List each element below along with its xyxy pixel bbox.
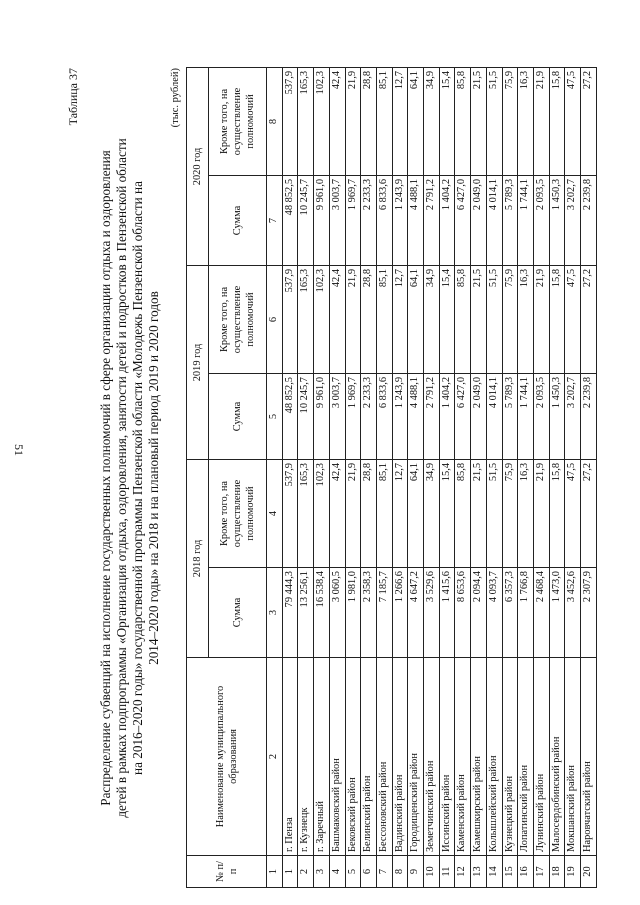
municipality-name: Колышлейский район xyxy=(486,658,502,856)
sum-2019: 10 245,7 xyxy=(298,373,314,459)
municipality-name: г. Заречный xyxy=(314,658,330,856)
except-2019: 102,3 xyxy=(314,265,330,373)
sum-2020: 3 003,7 xyxy=(329,175,345,265)
table-row xyxy=(282,67,298,887)
except-2020: 47,5 xyxy=(565,67,581,175)
except-2020: 64,1 xyxy=(408,67,424,175)
municipality-name: г. Кузнецк xyxy=(298,658,314,856)
except-2018: 75,9 xyxy=(502,459,518,567)
sum-2018: 3 529,6 xyxy=(424,568,440,658)
sum-2020: 3 202,7 xyxy=(565,175,581,265)
row-number: 19 xyxy=(565,856,581,888)
except-2019: 51,5 xyxy=(486,265,502,373)
except-2018: 15,8 xyxy=(549,459,565,567)
sum-2020: 1 450,3 xyxy=(549,175,565,265)
sum-2018: 16 538,4 xyxy=(314,568,330,658)
municipality-name: Бековский район xyxy=(345,658,361,856)
sum-2020: 1 744,1 xyxy=(518,175,534,265)
column-number: 5 xyxy=(267,373,283,459)
row-number: 12 xyxy=(455,856,471,888)
except-2019: 42,4 xyxy=(329,265,345,373)
except-2020: 21,9 xyxy=(345,67,361,175)
row-number: 3 xyxy=(314,856,330,888)
sum-2020: 5 789,3 xyxy=(502,175,518,265)
table-row xyxy=(565,67,581,887)
table-row xyxy=(408,67,424,887)
except-2019: 15,4 xyxy=(439,265,455,373)
row-number: 20 xyxy=(581,856,597,888)
column-number: 6 xyxy=(267,265,283,373)
sum-2019: 3 003,7 xyxy=(329,373,345,459)
row-number: 10 xyxy=(424,856,440,888)
column-number: 7 xyxy=(267,175,283,265)
row-number: 14 xyxy=(486,856,502,888)
title-line: детей в рамках подпрограммы «Организация отдыха, оздоровления, занятости детей и подростков в Пензенской области xyxy=(114,138,129,818)
except-2018: 21,9 xyxy=(345,459,361,567)
column-number: 3 xyxy=(267,568,283,658)
sum-2018: 4 093,7 xyxy=(486,568,502,658)
sum-2018: 3 452,6 xyxy=(565,568,581,658)
sum-2020: 9 961,0 xyxy=(314,175,330,265)
sum-2019: 1 969,7 xyxy=(345,373,361,459)
sum-2018: 1 766,8 xyxy=(518,568,534,658)
row-number: 17 xyxy=(533,856,549,888)
header-name: Наименование муниципального образования xyxy=(187,658,267,856)
except-2018: 28,8 xyxy=(361,459,377,567)
except-2018: 42,4 xyxy=(329,459,345,567)
row-number: 8 xyxy=(392,856,408,888)
sum-2020: 6 427,0 xyxy=(455,175,471,265)
except-2018: 21,5 xyxy=(471,459,487,567)
except-2019: 21,5 xyxy=(471,265,487,373)
row-number: 9 xyxy=(408,856,424,888)
row-number: 11 xyxy=(439,856,455,888)
sum-2019: 1 404,2 xyxy=(439,373,455,459)
sum-2018: 7 185,7 xyxy=(376,568,392,658)
sum-2020: 1 969,7 xyxy=(345,175,361,265)
sum-2018: 1 266,6 xyxy=(392,568,408,658)
municipality-name: Наровчатский район xyxy=(581,658,597,856)
except-2018: 15,4 xyxy=(439,459,455,567)
title-line: 2014–2020 годы» на 2018 и на плановый период 2019 и 2020 годов xyxy=(146,291,161,665)
except-2020: 51,5 xyxy=(486,67,502,175)
subventions-table xyxy=(186,67,597,888)
except-2020: 28,8 xyxy=(361,67,377,175)
row-number: 18 xyxy=(549,856,565,888)
column-numbers-row xyxy=(267,67,283,887)
municipality-name: Каменский район xyxy=(455,658,471,856)
table-row xyxy=(314,67,330,887)
sum-2020: 2 791,2 xyxy=(424,175,440,265)
sum-2018: 6 357,3 xyxy=(502,568,518,658)
except-2020: 85,1 xyxy=(376,67,392,175)
except-2019: 75,9 xyxy=(502,265,518,373)
except-2018: 27,2 xyxy=(581,459,597,567)
except-2019: 21,9 xyxy=(345,265,361,373)
except-2020: 42,4 xyxy=(329,67,345,175)
except-2018: 16,3 xyxy=(518,459,534,567)
sum-2020: 6 833,6 xyxy=(376,175,392,265)
sum-2019: 3 202,7 xyxy=(565,373,581,459)
municipality-name: Бессоновский район xyxy=(376,658,392,856)
header-sum: Сумма xyxy=(209,568,267,658)
sum-2020: 10 245,7 xyxy=(298,175,314,265)
row-number: 4 xyxy=(329,856,345,888)
sum-2018: 2 094,4 xyxy=(471,568,487,658)
except-2019: 28,8 xyxy=(361,265,377,373)
sum-2020: 48 852,5 xyxy=(282,175,298,265)
sum-2018: 2 358,3 xyxy=(361,568,377,658)
municipality-name: Белинский район xyxy=(361,658,377,856)
except-2019: 64,1 xyxy=(408,265,424,373)
document-title xyxy=(98,68,162,888)
except-2019: 85,1 xyxy=(376,265,392,373)
table-row xyxy=(533,67,549,887)
municipality-name: г. Пенза xyxy=(282,658,298,856)
except-2020: 165,3 xyxy=(298,67,314,175)
except-2019: 16,3 xyxy=(518,265,534,373)
table-row xyxy=(392,67,408,887)
sum-2018: 1 981,0 xyxy=(345,568,361,658)
row-number: 1 xyxy=(282,856,298,888)
except-2018: 47,5 xyxy=(565,459,581,567)
header-year-2020: 2020 год xyxy=(187,67,209,265)
sum-2019: 48 852,5 xyxy=(282,373,298,459)
sum-2020: 2 049,0 xyxy=(471,175,487,265)
sum-2019: 2 093,5 xyxy=(533,373,549,459)
except-2019: 165,3 xyxy=(298,265,314,373)
sum-2019: 4 488,1 xyxy=(408,373,424,459)
rotated-landscape-content xyxy=(66,68,625,888)
sum-2018: 3 060,5 xyxy=(329,568,345,658)
table-row xyxy=(424,67,440,887)
except-2018: 64,1 xyxy=(408,459,424,567)
except-2020: 27,2 xyxy=(581,67,597,175)
sum-2019: 1 243,9 xyxy=(392,373,408,459)
except-2018: 165,3 xyxy=(298,459,314,567)
sum-2019: 2 791,2 xyxy=(424,373,440,459)
sum-2018: 79 444,3 xyxy=(282,568,298,658)
except-2020: 85,8 xyxy=(455,67,471,175)
sum-2019: 1 450,3 xyxy=(549,373,565,459)
row-number: 5 xyxy=(345,856,361,888)
sum-2020: 4 014,1 xyxy=(486,175,502,265)
municipality-name: Лопатинский район xyxy=(518,658,534,856)
except-2019: 21,9 xyxy=(533,265,549,373)
header-year-2018: 2018 год xyxy=(187,459,209,657)
except-2020: 102,3 xyxy=(314,67,330,175)
except-2020: 15,8 xyxy=(549,67,565,175)
except-2019: 537,9 xyxy=(282,265,298,373)
except-2018: 537,9 xyxy=(282,459,298,567)
table-row xyxy=(329,67,345,887)
municipality-name: Мокшанский район xyxy=(565,658,581,856)
sum-2019: 9 961,0 xyxy=(314,373,330,459)
column-number: 2 xyxy=(267,658,283,856)
sum-2019: 1 744,1 xyxy=(518,373,534,459)
sum-2019: 2 233,3 xyxy=(361,373,377,459)
sum-2018: 2 307,9 xyxy=(581,568,597,658)
header-except: Кроме того, на осуществление полномочий xyxy=(209,265,267,373)
header-except: Кроме того, на осуществление полномочий xyxy=(209,459,267,567)
except-2019: 47,5 xyxy=(565,265,581,373)
table-row xyxy=(439,67,455,887)
except-2018: 34,9 xyxy=(424,459,440,567)
sum-2020: 2 093,5 xyxy=(533,175,549,265)
municipality-name: Вадинский район xyxy=(392,658,408,856)
table-row xyxy=(518,67,534,887)
except-2018: 21,9 xyxy=(533,459,549,567)
row-number: 6 xyxy=(361,856,377,888)
municipality-name: Городищенский район xyxy=(408,658,424,856)
except-2018: 85,8 xyxy=(455,459,471,567)
sum-2018: 13 256,1 xyxy=(298,568,314,658)
sum-2018: 2 468,4 xyxy=(533,568,549,658)
municipality-name: Лунинский район xyxy=(533,658,549,856)
page-number: 51 xyxy=(12,444,26,456)
except-2020: 21,5 xyxy=(471,67,487,175)
sum-2020: 1 243,9 xyxy=(392,175,408,265)
units-label: (тыс. рублей) xyxy=(170,68,181,128)
header-year-2019: 2019 год xyxy=(187,265,209,459)
sum-2018: 4 647,2 xyxy=(408,568,424,658)
except-2018: 51,5 xyxy=(486,459,502,567)
sum-2019: 5 789,3 xyxy=(502,373,518,459)
sum-2019: 4 014,1 xyxy=(486,373,502,459)
except-2018: 102,3 xyxy=(314,459,330,567)
table-row xyxy=(581,67,597,887)
except-2018: 85,1 xyxy=(376,459,392,567)
sum-2020: 4 488,1 xyxy=(408,175,424,265)
column-number: 1 xyxy=(267,856,283,888)
sum-2018: 1 415,6 xyxy=(439,568,455,658)
sum-2019: 2 049,0 xyxy=(471,373,487,459)
municipality-name: Башмаковский район xyxy=(329,658,345,856)
table-row xyxy=(376,67,392,887)
header-sum: Сумма xyxy=(209,175,267,265)
title-line: Распределение субвенций на исполнение государственных полномочий в сфере организации отдыха и оздоровления xyxy=(98,150,113,806)
municipality-name: Земетчинский район xyxy=(424,658,440,856)
sum-2019: 6 427,0 xyxy=(455,373,471,459)
municipality-name: Кузнецкий район xyxy=(502,658,518,856)
header-sum: Сумма xyxy=(209,373,267,459)
except-2020: 12,7 xyxy=(392,67,408,175)
column-number: 8 xyxy=(267,67,283,175)
except-2019: 12,7 xyxy=(392,265,408,373)
except-2020: 537,9 xyxy=(282,67,298,175)
except-2020: 34,9 xyxy=(424,67,440,175)
row-number: 2 xyxy=(298,856,314,888)
sum-2020: 1 404,2 xyxy=(439,175,455,265)
municipality-name: Камешкирский район xyxy=(471,658,487,856)
except-2020: 21,9 xyxy=(533,67,549,175)
except-2019: 85,8 xyxy=(455,265,471,373)
except-2018: 12,7 xyxy=(392,459,408,567)
sum-2018: 1 473,0 xyxy=(549,568,565,658)
municipality-name: Малосердобинский район xyxy=(549,658,565,856)
row-number: 7 xyxy=(376,856,392,888)
sum-2019: 2 239,8 xyxy=(581,373,597,459)
except-2019: 27,2 xyxy=(581,265,597,373)
table-row xyxy=(298,67,314,887)
row-number: 15 xyxy=(502,856,518,888)
table-number: Таблица 37 xyxy=(66,68,80,126)
header-except: Кроме того, на осуществление полномочий xyxy=(209,67,267,175)
table-row xyxy=(345,67,361,887)
except-2020: 15,4 xyxy=(439,67,455,175)
column-number: 4 xyxy=(267,459,283,567)
except-2019: 15,8 xyxy=(549,265,565,373)
row-number: 13 xyxy=(471,856,487,888)
except-2020: 75,9 xyxy=(502,67,518,175)
sum-2018: 8 653,6 xyxy=(455,568,471,658)
sum-2020: 2 233,3 xyxy=(361,175,377,265)
except-2019: 34,9 xyxy=(424,265,440,373)
table-row xyxy=(502,67,518,887)
sum-2019: 6 833,6 xyxy=(376,373,392,459)
header-num: № п/п xyxy=(187,856,267,888)
row-number: 16 xyxy=(518,856,534,888)
municipality-name: Иссинский район xyxy=(439,658,455,856)
except-2020: 16,3 xyxy=(518,67,534,175)
table-row xyxy=(455,67,471,887)
table-row xyxy=(361,67,377,887)
sum-2020: 2 239,8 xyxy=(581,175,597,265)
table-row xyxy=(471,67,487,887)
title-line: на 2016–2020 годы» государственной программы Пензенской области «Молодежь Пензенской области на xyxy=(130,181,145,775)
table-row xyxy=(549,67,565,887)
table-row xyxy=(486,67,502,887)
